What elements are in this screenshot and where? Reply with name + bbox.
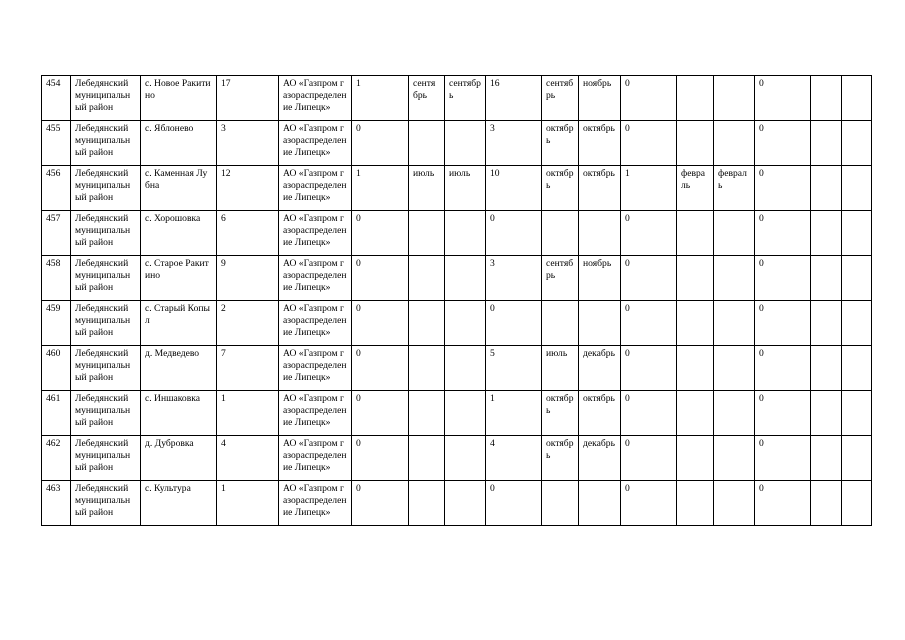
extra-1-cell (811, 256, 842, 301)
month-1-end-cell (445, 481, 486, 526)
extra-2-cell (842, 301, 872, 346)
month-1-end-cell: сентябрь (445, 76, 486, 121)
organization-cell: АО «Газпром газораспределение Липецк» (279, 76, 352, 121)
locality-cell: д. Медведево (141, 346, 217, 391)
quantity-2-cell: 0 (486, 481, 542, 526)
table-row (42, 211, 872, 256)
month-3-start-cell (677, 436, 714, 481)
extra-1-cell (811, 211, 842, 256)
month-1-end-cell (445, 211, 486, 256)
count-cell: 6 (217, 211, 279, 256)
count-cell: 12 (217, 166, 279, 211)
quantity-2-cell: 10 (486, 166, 542, 211)
organization-cell: АО «Газпром газораспределение Липецк» (279, 436, 352, 481)
table-row (42, 301, 872, 346)
quantity-3-cell: 0 (621, 346, 677, 391)
quantity-1-cell: 1 (352, 76, 409, 121)
quantity-2-cell: 3 (486, 256, 542, 301)
quantity-2-cell: 16 (486, 76, 542, 121)
month-3-end-cell (714, 301, 755, 346)
extra-1-cell (811, 166, 842, 211)
district-cell: Лебедянский муниципальный район (71, 301, 141, 346)
quantity-4-cell: 0 (755, 346, 811, 391)
quantity-3-cell: 0 (621, 436, 677, 481)
locality-cell: с. Старый Копыл (141, 301, 217, 346)
month-1-start-cell (409, 256, 445, 301)
extra-2-cell (842, 391, 872, 436)
quantity-4-cell: 0 (755, 256, 811, 301)
row-number: 455 (42, 121, 71, 166)
locality-cell: с. Яблонево (141, 121, 217, 166)
quantity-2-cell: 5 (486, 346, 542, 391)
month-1-end-cell (445, 391, 486, 436)
month-2-end-cell: декабрь (579, 436, 621, 481)
month-2-end-cell: ноябрь (579, 76, 621, 121)
row-number: 461 (42, 391, 71, 436)
month-2-start-cell: июль (542, 346, 579, 391)
extra-2-cell (842, 346, 872, 391)
month-3-end-cell (714, 346, 755, 391)
quantity-4-cell: 0 (755, 211, 811, 256)
quantity-2-cell: 3 (486, 121, 542, 166)
quantity-3-cell: 0 (621, 211, 677, 256)
month-3-start-cell (677, 256, 714, 301)
month-1-end-cell (445, 436, 486, 481)
row-number: 457 (42, 211, 71, 256)
month-2-start-cell (542, 211, 579, 256)
month-1-end-cell (445, 121, 486, 166)
row-number: 460 (42, 346, 71, 391)
organization-cell: АО «Газпром газораспределение Липецк» (279, 211, 352, 256)
district-cell: Лебедянский муниципальный район (71, 346, 141, 391)
district-cell: Лебедянский муниципальный район (71, 211, 141, 256)
quantity-1-cell: 0 (352, 436, 409, 481)
locality-cell: с. Иншаковка (141, 391, 217, 436)
month-1-end-cell (445, 301, 486, 346)
extra-2-cell (842, 76, 872, 121)
quantity-1-cell: 0 (352, 211, 409, 256)
quantity-3-cell: 0 (621, 481, 677, 526)
month-2-end-cell (579, 481, 621, 526)
district-cell: Лебедянский муниципальный район (71, 481, 141, 526)
locality-cell: с. Старое Ракитино (141, 256, 217, 301)
locality-cell: с. Новое Ракитино (141, 76, 217, 121)
month-3-end-cell (714, 481, 755, 526)
locality-cell: с. Хорошовка (141, 211, 217, 256)
month-1-start-cell (409, 211, 445, 256)
row-number: 454 (42, 76, 71, 121)
quantity-3-cell: 0 (621, 391, 677, 436)
month-3-start-cell (677, 121, 714, 166)
district-cell: Лебедянский муниципальный район (71, 391, 141, 436)
month-3-start-cell (677, 211, 714, 256)
table-row (42, 166, 872, 211)
table-row (42, 481, 872, 526)
district-cell: Лебедянский муниципальный район (71, 436, 141, 481)
count-cell: 9 (217, 256, 279, 301)
quantity-1-cell: 0 (352, 301, 409, 346)
quantity-4-cell: 0 (755, 301, 811, 346)
organization-cell: АО «Газпром газораспределение Липецк» (279, 346, 352, 391)
organization-cell: АО «Газпром газораспределение Липецк» (279, 166, 352, 211)
extra-1-cell (811, 301, 842, 346)
table-row (42, 256, 872, 301)
month-1-start-cell: июль (409, 166, 445, 211)
table-row (42, 391, 872, 436)
locality-cell: с. Культура (141, 481, 217, 526)
month-1-end-cell: июль (445, 166, 486, 211)
quantity-4-cell: 0 (755, 391, 811, 436)
organization-cell: АО «Газпром газораспределение Липецк» (279, 256, 352, 301)
table-row (42, 346, 872, 391)
row-number: 462 (42, 436, 71, 481)
extra-2-cell (842, 121, 872, 166)
extra-2-cell (842, 211, 872, 256)
month-3-start-cell (677, 391, 714, 436)
quantity-3-cell: 0 (621, 121, 677, 166)
quantity-4-cell: 0 (755, 436, 811, 481)
quantity-2-cell: 0 (486, 211, 542, 256)
district-cell: Лебедянский муниципальный район (71, 256, 141, 301)
table-row (42, 76, 872, 121)
organization-cell: АО «Газпром газораспределение Липецк» (279, 121, 352, 166)
count-cell: 1 (217, 391, 279, 436)
month-1-start-cell (409, 436, 445, 481)
count-cell: 2 (217, 301, 279, 346)
organization-cell: АО «Газпром газораспределение Липецк» (279, 481, 352, 526)
organization-cell: АО «Газпром газораспределение Липецк» (279, 391, 352, 436)
quantity-4-cell: 0 (755, 166, 811, 211)
month-2-start-cell: октябрь (542, 166, 579, 211)
month-2-end-cell (579, 301, 621, 346)
extra-2-cell (842, 436, 872, 481)
row-number: 458 (42, 256, 71, 301)
quantity-1-cell: 1 (352, 166, 409, 211)
quantity-1-cell: 0 (352, 481, 409, 526)
month-1-end-cell (445, 346, 486, 391)
month-1-start-cell (409, 346, 445, 391)
quantity-4-cell: 0 (755, 481, 811, 526)
month-2-start-cell: октябрь (542, 436, 579, 481)
quantity-2-cell: 1 (486, 391, 542, 436)
month-3-start-cell (677, 301, 714, 346)
month-3-start-cell: февраль (677, 166, 714, 211)
extra-1-cell (811, 121, 842, 166)
month-2-start-cell: сентябрь (542, 76, 579, 121)
extra-2-cell (842, 256, 872, 301)
quantity-1-cell: 0 (352, 346, 409, 391)
quantity-1-cell: 0 (352, 256, 409, 301)
month-2-start-cell (542, 301, 579, 346)
quantity-3-cell: 0 (621, 301, 677, 346)
month-1-end-cell (445, 256, 486, 301)
month-3-end-cell (714, 391, 755, 436)
extra-1-cell (811, 436, 842, 481)
month-2-start-cell (542, 481, 579, 526)
month-3-start-cell (677, 346, 714, 391)
month-2-end-cell: октябрь (579, 166, 621, 211)
count-cell: 17 (217, 76, 279, 121)
count-cell: 7 (217, 346, 279, 391)
month-2-end-cell: ноябрь (579, 256, 621, 301)
district-cell: Лебедянский муниципальный район (71, 76, 141, 121)
month-2-end-cell: декабрь (579, 346, 621, 391)
month-1-start-cell (409, 481, 445, 526)
table-row (42, 121, 872, 166)
quantity-2-cell: 0 (486, 301, 542, 346)
locality-cell: д. Дубровка (141, 436, 217, 481)
count-cell: 1 (217, 481, 279, 526)
extra-1-cell (811, 391, 842, 436)
count-cell: 3 (217, 121, 279, 166)
extra-2-cell (842, 166, 872, 211)
month-3-end-cell (714, 211, 755, 256)
extra-1-cell (811, 481, 842, 526)
month-3-end-cell (714, 436, 755, 481)
quantity-4-cell: 0 (755, 121, 811, 166)
extra-1-cell (811, 346, 842, 391)
quantity-1-cell: 0 (352, 391, 409, 436)
count-cell: 4 (217, 436, 279, 481)
month-3-end-cell (714, 76, 755, 121)
row-number: 459 (42, 301, 71, 346)
month-3-end-cell (714, 121, 755, 166)
quantity-2-cell: 4 (486, 436, 542, 481)
row-number: 463 (42, 481, 71, 526)
extra-1-cell (811, 76, 842, 121)
month-3-start-cell (677, 76, 714, 121)
month-1-start-cell (409, 391, 445, 436)
month-1-start-cell: сентябрь (409, 76, 445, 121)
quantity-3-cell: 0 (621, 76, 677, 121)
month-1-start-cell (409, 121, 445, 166)
quantity-3-cell: 0 (621, 256, 677, 301)
month-2-start-cell: октябрь (542, 391, 579, 436)
gasification-schedule-table (41, 75, 872, 526)
quantity-4-cell: 0 (755, 76, 811, 121)
month-3-start-cell (677, 481, 714, 526)
district-cell: Лебедянский муниципальный район (71, 121, 141, 166)
locality-cell: с. Каменная Лубна (141, 166, 217, 211)
month-3-end-cell (714, 256, 755, 301)
month-2-start-cell: сентябрь (542, 256, 579, 301)
extra-2-cell (842, 481, 872, 526)
organization-cell: АО «Газпром газораспределение Липецк» (279, 301, 352, 346)
month-2-end-cell: октябрь (579, 391, 621, 436)
row-number: 456 (42, 166, 71, 211)
district-cell: Лебедянский муниципальный район (71, 166, 141, 211)
table-row (42, 436, 872, 481)
month-3-end-cell: февраль (714, 166, 755, 211)
month-2-start-cell: октябрь (542, 121, 579, 166)
quantity-1-cell: 0 (352, 121, 409, 166)
month-2-end-cell: октябрь (579, 121, 621, 166)
quantity-3-cell: 1 (621, 166, 677, 211)
month-1-start-cell (409, 301, 445, 346)
month-2-end-cell (579, 211, 621, 256)
